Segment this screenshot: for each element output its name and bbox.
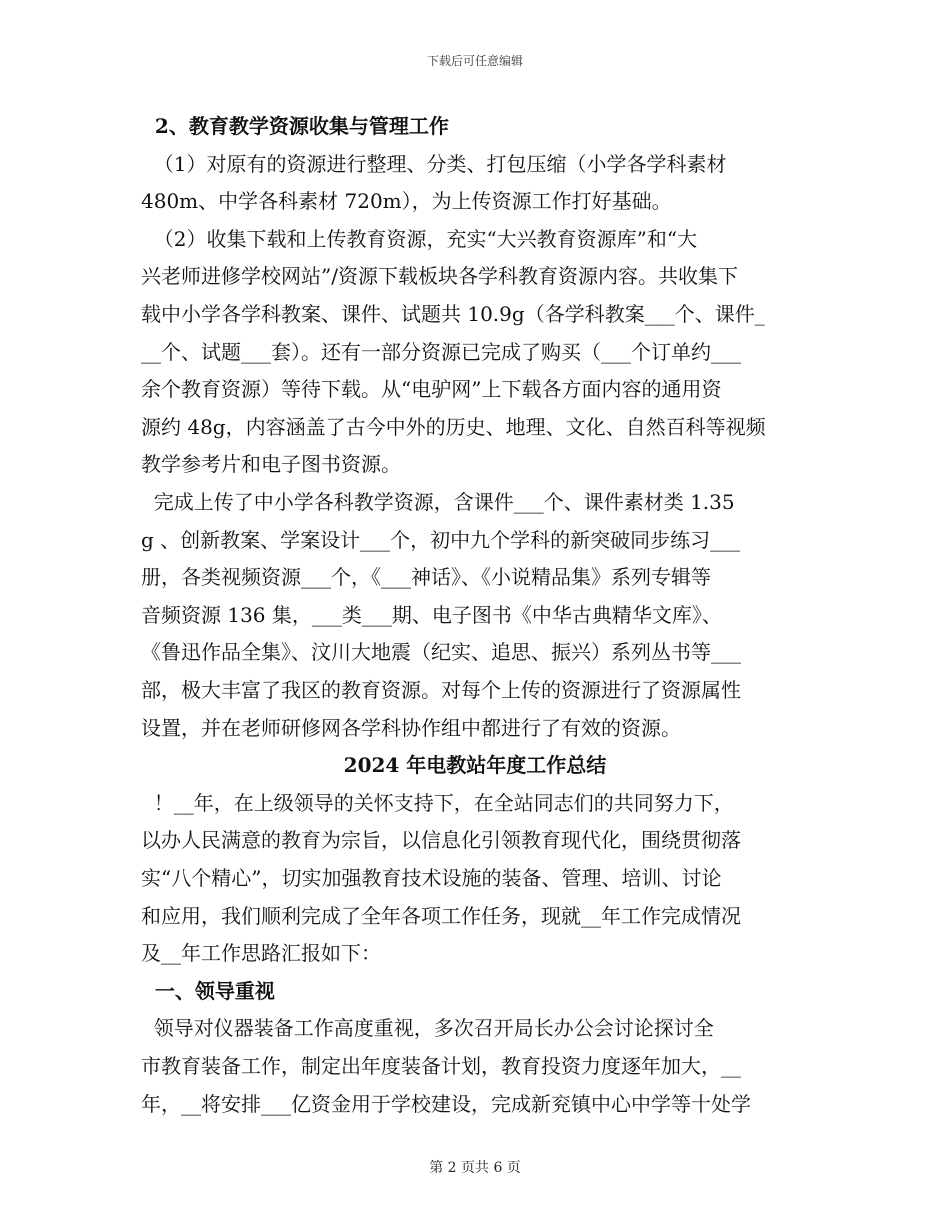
paragraph-line: 余个教育资源）等待下载。从“电驴网”上下载各方面内容的通用资: [141, 377, 722, 402]
paragraph-line: 480m、中学各科素材 720m），为上传资源工作打好基础。: [141, 189, 672, 214]
page-header: 下载后可任意编辑: [426, 54, 523, 68]
paragraph-line: 册，各类视频资源___个，《___神话》、《小说精品集》系列专辑等: [141, 565, 711, 590]
paragraph-line: （2）收集下载和上传教育资源，充实“大兴教育资源库”和“大: [141, 226, 698, 251]
paragraph-line: 《鲁迅作品全集》、汶川大地震（纪实、追思、振兴）系列丛书等___: [141, 640, 741, 665]
section-heading: 2、教育教学资源收集与管理工作: [141, 114, 449, 138]
paragraph-line: 音频资源 136 集，___类___期、电子图书《中华古典精华文库》、: [141, 602, 722, 627]
paragraph-line: 和应用，我们顺利完成了全年各项工作任务，现就__年工作完成情况: [141, 903, 741, 928]
paragraph-line: g 、创新教案、学案设计___个，初中九个学科的新突破同步练习___: [141, 527, 741, 552]
paragraph-line: 实“八个精心”，切实加强教育技术设施的装备、管理、培训、讨论: [141, 866, 722, 890]
paragraph-line: 完成上传了中小学各科教学资源，含课件___个、课件素材类 1.35: [141, 490, 735, 514]
section-title: 2024 年电教站年度工作总结: [343, 753, 607, 778]
paragraph-line: 年，__将安排___亿资金用于学校建设，完成新兖镇中心中学等十处学: [141, 1091, 751, 1116]
paragraph-line: 兴老师进修学校网站”/资源下载板块各学科教育资源内容。共收集下: [141, 264, 738, 289]
paragraph-line: __个、试题___套）。还有一部分资源已完成了购买（___个订单约___: [141, 339, 741, 364]
paragraph-line: 设置，并在老师研修网各学科协作组中都进行了有效的资源。: [141, 715, 681, 740]
paragraph-line: 部，极大丰富了我区的教育资源。对每个上传的资源进行了资源属性: [141, 678, 741, 702]
section-heading: 一、领导重视: [141, 978, 275, 1003]
paragraph-line: 及__年工作思路汇报如下：: [141, 941, 381, 966]
paragraph-line: （1）对原有的资源进行整理、分类、打包压缩（小学各学科素材: [141, 151, 727, 176]
paragraph-line: 教学参考片和电子图书资源。: [141, 452, 401, 477]
page-footer: 第 2 页共 6 页: [429, 1160, 521, 1176]
paragraph-line: 源约 48g，内容涵盖了古今中外的历史、地理、文化、自然百科等视频: [141, 414, 766, 439]
paragraph-line: 市教育装备工作，制定出年度装备计划，教育投资力度逐年加大，__: [141, 1054, 741, 1078]
paragraph-line: 载中小学各学科教案、课件、试题共 10.9g（各学科教案___个、课件_: [141, 302, 765, 326]
paragraph-line: 以办人民满意的教育为宗旨，以信息化引领教育现代化，围绕贯彻落: [141, 828, 741, 853]
paragraph-line: 领导对仪器装备工作高度重视，多次召开局长办公会讨论探讨全: [141, 1016, 714, 1041]
paragraph-line: ！__年，在上级领导的关怀支持下，在全站同志们的共同努力下，: [141, 790, 734, 815]
